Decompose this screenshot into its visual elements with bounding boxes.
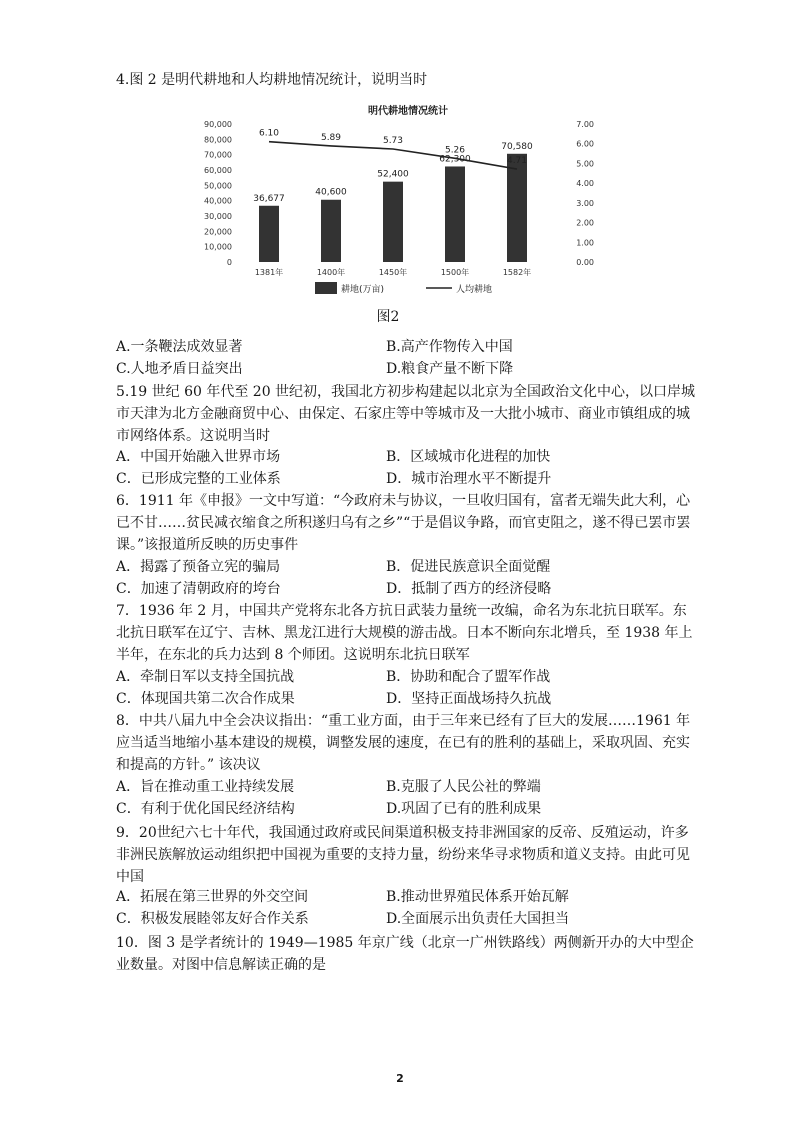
bar — [445, 166, 465, 262]
q7-option-b: B．协助和配合了盟军作战 — [386, 669, 551, 685]
bar — [259, 206, 279, 262]
right-tick-label: 0.00 — [576, 258, 594, 267]
left-tick-label: 50,000 — [204, 181, 232, 191]
q9-stem: 9．20世纪六七十年代，我国通过政府或民间渠道积极支持非洲国家的反帝、反殖运动，许多非洲民族解放运动组织把中国视为重要的支持力量，纷纷来华寻求物质和道义支持。由此可见中国 — [116, 825, 690, 885]
q10-stem: 10．图 3 是学者统计的 1949—1985 年京广线（北京一广州铁路线）两侧新开办的大中型企业数量。对图中信息解读正确的是 — [116, 935, 694, 973]
bar-label: 36,677 — [253, 193, 285, 204]
ming-farmland-chart — [198, 100, 598, 300]
q4-stem: 4.图 2 是明代耕地和人均耕地情况统计，说明当时 — [116, 72, 428, 88]
chart-legend — [315, 282, 492, 295]
q8-option-b: B.克服了人民公社的弊端 — [386, 779, 541, 795]
q7-options-row-2 — [116, 688, 696, 710]
chart-svg — [198, 100, 598, 300]
x-tick-label: 1400年 — [316, 268, 346, 277]
right-tick-label: 5.00 — [576, 159, 594, 169]
right-tick-label: 1.00 — [576, 238, 594, 248]
q8-option-d: D.巩固了已有的胜利成果 — [386, 801, 542, 817]
q7-option-d: D．坚持正面战场持久抗战 — [386, 691, 552, 707]
q9-options-row-2 — [116, 908, 696, 930]
bar-label: 40,600 — [315, 187, 347, 198]
line-label: 4.71 — [506, 156, 528, 167]
line-label: 6.10 — [258, 128, 280, 139]
q4-options-row-1 — [116, 336, 696, 358]
q4-option-a: A.一条鞭法成效显著 — [116, 339, 243, 355]
q7-stem: 7．1936 年 2 月，中国共产党将东北各方抗日武装力量统一改编，命名为东北抗日联军。东北抗日联军在辽宁、吉林、黑龙江进行大规模的游击战。日本不断向东北增兵，至 1938 年上半年，在东北的兵力达到 8 个师团。这说明东北抗日联军 — [116, 603, 693, 663]
legend-line-label: 人均耕地 — [456, 285, 493, 295]
left-tick-label: 80,000 — [204, 135, 232, 145]
q9-option-d: D.全面展示出负责任大国担当 — [386, 911, 570, 927]
left-axis-ticks — [204, 120, 232, 267]
line-label: 5.26 — [444, 145, 466, 156]
left-tick-label: 90,000 — [204, 120, 232, 129]
q6-option-b: B．促进民族意识全面觉醒 — [386, 559, 551, 575]
left-tick-label: 20,000 — [204, 227, 232, 237]
legend-bar-swatch — [315, 282, 337, 294]
bar-label: 70,580 — [501, 141, 533, 152]
right-tick-label: 7.00 — [576, 120, 594, 129]
q6-option-c: C．加速了清朝政府的垮台 — [116, 581, 281, 597]
x-tick-label: 1450年 — [378, 268, 408, 277]
q8-options-row-2 — [116, 798, 696, 820]
q5-stem: 5.19 世纪 60 年代至 20 世纪初，我国北方初步构建起以北京为全国政治文化中心，以口岸城市天津为北方金融商贸中心、由保定、石家庄等中等城市及一大批小城市、商业市镇组成的城市网络体系。这说明当时 — [116, 384, 696, 444]
x-tick-label: 1381年 — [254, 268, 284, 277]
left-tick-label: 30,000 — [204, 212, 232, 221]
bar-label: 52,400 — [377, 169, 409, 180]
q5-option-b: B．区域城市化进程的加快 — [386, 449, 551, 465]
x-tick-label: 1582年 — [502, 268, 532, 277]
q6-option-d: D．抵制了西方的经济侵略 — [386, 581, 552, 597]
q6-option-a: A．揭露了预备立宪的骗局 — [116, 559, 281, 575]
bar-label: 62,300 — [439, 154, 471, 165]
legend-bar-label: 耕地(万亩) — [341, 285, 385, 295]
q6-stem: 6．1911 年《申报》一文中写道：“今政府未与协议，一旦收归国有，富者无端失此大利，心已不甘……贫民减衣缩食之所积遂归乌有之乡”“于是倡议争路，而官吏阻之，遂不得已罢市罢课。”该报道所反映的历史事件 — [116, 493, 691, 553]
bar — [507, 154, 527, 262]
q7-option-c: C．体现国共第二次合作成果 — [116, 691, 295, 707]
right-tick-label: 2.00 — [576, 218, 594, 228]
q9-option-b: B.推动世界殖民体系开始瓦解 — [386, 889, 569, 905]
page-number: 2 — [396, 1072, 404, 1085]
right-tick-label: 6.00 — [576, 139, 594, 149]
q7-options-row-1 — [116, 666, 696, 688]
q4-option-d: D.粮食产量不断下降 — [386, 361, 514, 377]
bar — [321, 200, 341, 262]
q9-options-row-1 — [116, 886, 696, 908]
q5-option-d: D．城市治理水平不断提升 — [386, 471, 552, 487]
line-data-labels — [259, 129, 527, 166]
q9-option-c: C．积极发展睦邻友好合作关系 — [116, 911, 309, 927]
chart-title: 明代耕地情况统计 — [368, 106, 448, 117]
q5-option-a: A．中国开始融入世界市场 — [116, 449, 281, 465]
figure-caption: 图2 — [376, 309, 400, 325]
line-label: 5.89 — [320, 132, 342, 143]
bar — [383, 182, 403, 262]
q6-options-row-2 — [116, 578, 696, 600]
q8-option-c: C．有利于优化国民经济结构 — [116, 801, 295, 817]
q5-options-row-1 — [116, 446, 696, 468]
q4-option-c: C.人地矛盾日益突出 — [116, 361, 243, 377]
q6-options-row-1 — [116, 556, 696, 578]
q4-option-b: B.高产作物传入中国 — [386, 339, 513, 355]
q4-options-row-2 — [116, 358, 696, 380]
left-tick-label: 40,000 — [204, 196, 232, 206]
x-axis-labels — [255, 267, 531, 277]
right-tick-label: 4.00 — [576, 179, 594, 189]
left-tick-label: 10,000 — [204, 242, 232, 252]
q5-options-row-2 — [116, 468, 696, 490]
right-axis-ticks — [576, 120, 594, 267]
left-tick-label: 70,000 — [204, 150, 232, 160]
q8-options-row-1 — [116, 776, 696, 798]
q7-option-a: A．牵制日军以支持全国抗战 — [116, 669, 295, 685]
q5-option-c: C．已形成完整的工业体系 — [116, 471, 281, 487]
right-tick-label: 3.00 — [576, 198, 594, 208]
q9-option-a: A．拓展在第三世界的外交空间 — [116, 889, 309, 905]
q8-option-a: A．旨在推动重工业持续发展 — [116, 779, 295, 795]
left-tick-label: 60,000 — [204, 166, 232, 175]
line-label: 5.73 — [382, 136, 404, 147]
x-tick-label: 1500年 — [440, 268, 470, 277]
left-tick-label: 0 — [226, 258, 232, 267]
q8-stem: 8．中共八届九中全会决议指出：“重工业方面，由于三年来已经有了巨大的发展……1961 年应当适当地缩小基本建设的规模，调整发展的速度，在已有的胜利的基础上，采取巩固、充实和提高的方针。” 该决议 — [116, 713, 691, 773]
